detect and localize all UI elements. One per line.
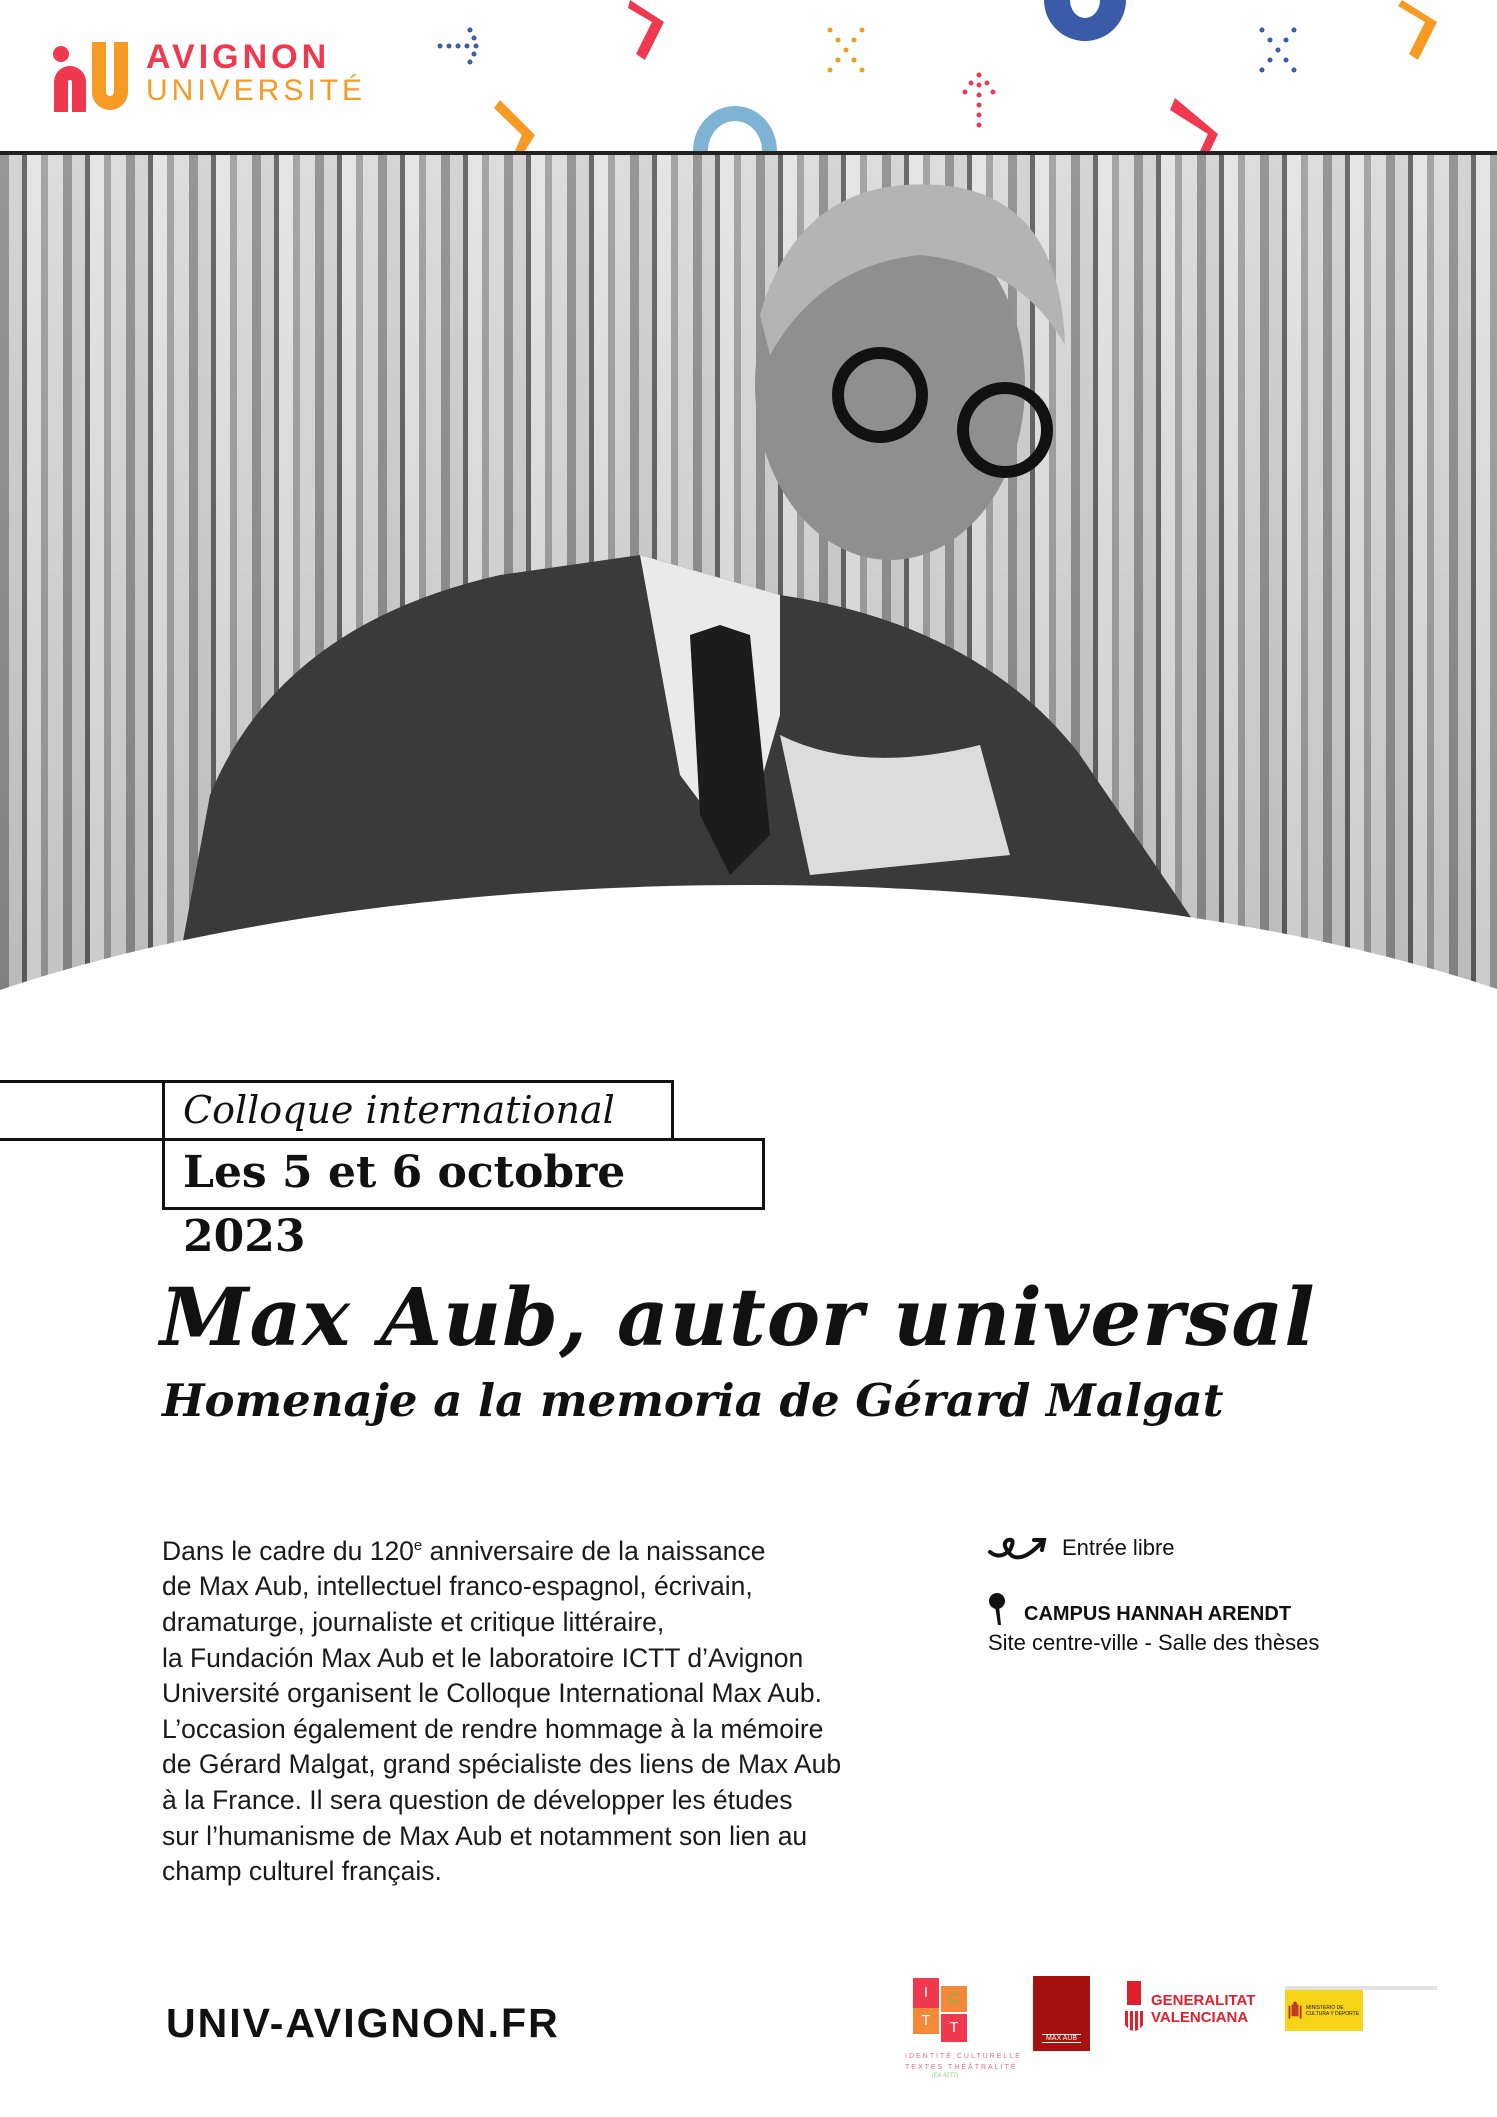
page-subtitle: Homenaje a la memoria de Gérard Malgat: [162, 1374, 1224, 1427]
fundacion-max-aub-logo: MAX AUB: [1033, 1976, 1090, 2051]
description: [162, 1528, 902, 1890]
description-line: sur l’humanisme de Max Aub et notamment son lien au: [162, 1820, 808, 1851]
website-link[interactable]: UNIV-AVIGNON.FR: [166, 2000, 560, 2046]
description-line: à la France. Il sera question de développer les études: [162, 1784, 793, 1815]
spain-coat-of-arms-icon: [1288, 1994, 1302, 2028]
event-type: Colloque international: [183, 1088, 615, 1132]
chevron-icon: [1398, 0, 1437, 60]
logo-line-2: UNIVERSITÉ: [146, 74, 367, 107]
event-info: [988, 1534, 1319, 1656]
event-dates-box: [162, 1138, 765, 1262]
campus-site: Site centre-ville - Salle des thèses: [988, 1630, 1320, 1655]
chevron-icon: [494, 100, 535, 151]
campus-name: CAMPUS HANNAH ARENDT: [1024, 1603, 1292, 1625]
description-line: de Gérard Malgat, grand spécialiste des liens de Max Aub: [162, 1749, 842, 1780]
valencia-crest-icon: [1123, 1981, 1145, 2037]
generalitat-valenciana-logo: GENERALITAT VALENCIANA: [1123, 1981, 1255, 2037]
event-type-box: [162, 1080, 674, 1141]
description-line: de Max Aub, intellectuel franco-espagnol, écrivain,: [162, 1571, 753, 1602]
header: [0, 0, 1497, 151]
dotted-arrow-up-icon: [963, 73, 996, 128]
squiggle-arrow-icon: [988, 1534, 1050, 1562]
divider-line: [0, 1080, 164, 1083]
map-pin-icon: [988, 1592, 1008, 1626]
dotted-x-icon: [1260, 28, 1297, 73]
portrait-photo: [0, 151, 1497, 1061]
description-line: la Fundación Max Aub et le laboratoire ICTT d’Avignon: [162, 1642, 804, 1673]
ministerio-cultura-logo: MINISTERIO DE CULTURA Y DEPORTE: [1285, 1986, 1437, 2031]
decorative-shapes: [0, 0, 1497, 151]
ictt-logo: I T C T IDENTITÉ CULTURELLE TEXTES THÉÂTRALITÉ (EA 4277): [905, 1978, 1005, 2079]
page-title: Max Aub, autor universal: [160, 1270, 1316, 1364]
chevron-icon: [628, 0, 664, 60]
description-line: Dans le cadre du 120e anniversaire de la naissance: [162, 1535, 766, 1566]
description-line: L’occasion également de rendre hommage à la mémoire: [162, 1713, 824, 1744]
dotted-arrow-right-icon: [438, 28, 479, 65]
description-line: dramaturge, journaliste et critique littéraire,: [162, 1607, 665, 1638]
description-line: Université organisent le Colloque International Max Aub.: [162, 1678, 822, 1709]
dotted-x-icon: [828, 28, 865, 73]
event-dates: Les 5 et 6 octobre 2023: [183, 1147, 626, 1262]
arc-icon: [1044, 0, 1126, 41]
entry-label: Entrée libre: [1062, 1535, 1175, 1560]
arc-icon: [693, 106, 777, 151]
logo-line-1: AVIGNON: [146, 38, 331, 76]
chevron-icon: [1170, 98, 1218, 151]
description-line: champ culturel français.: [162, 1856, 442, 1887]
divider-line: [0, 1138, 164, 1141]
